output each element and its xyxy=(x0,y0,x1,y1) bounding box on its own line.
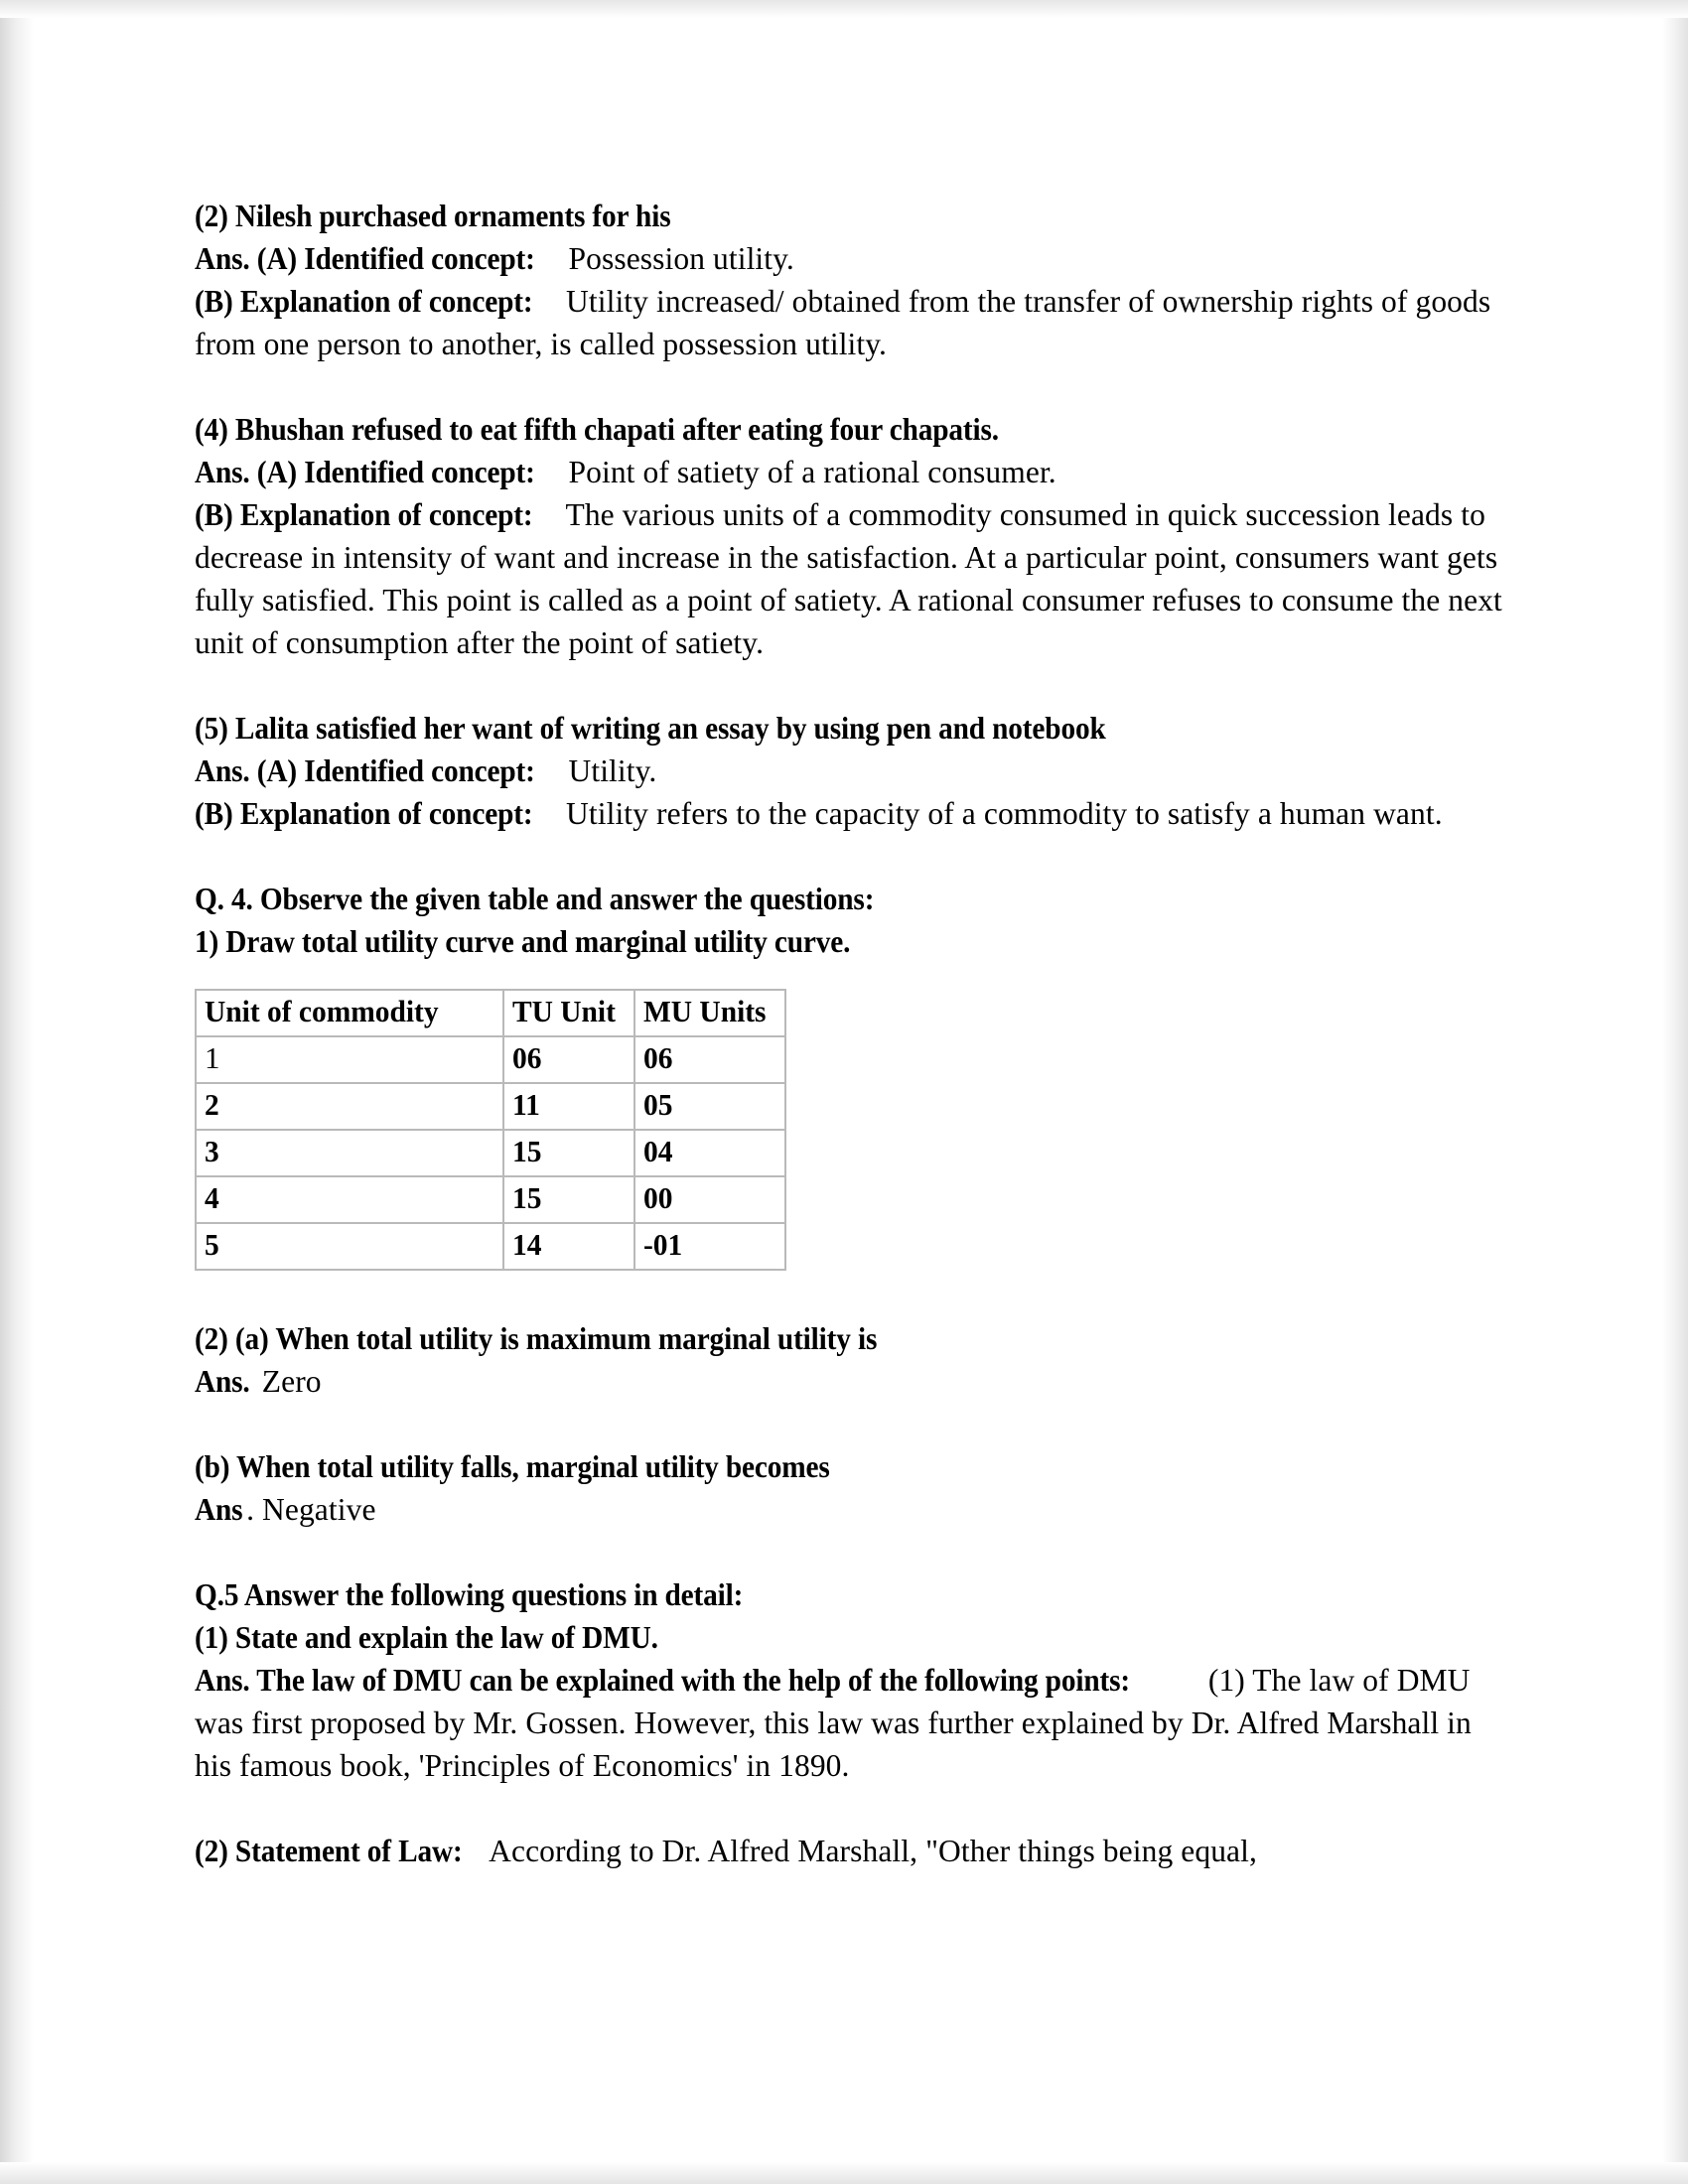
table-row xyxy=(196,1176,785,1223)
answer-line-identified-concept xyxy=(195,237,1503,280)
cell-tu: 11 xyxy=(503,1083,634,1130)
question-5-heading-text: Q.5 Answer the following questions in detail: xyxy=(195,1577,744,1612)
sub-question-heading xyxy=(195,1317,1503,1360)
section-heading xyxy=(195,707,1503,750)
question-5-subheading-text: (1) State and explain the law of DMU. xyxy=(195,1620,658,1655)
answer-text: Zero xyxy=(253,1364,322,1399)
section-heading xyxy=(195,195,1503,237)
page-edge-bottom-shadow xyxy=(0,2162,1688,2184)
cell-mu: 00 xyxy=(634,1176,785,1223)
page-edge-top-shadow xyxy=(0,0,1688,18)
question-5-answer xyxy=(195,1659,1503,1787)
section-q2-nilesh xyxy=(195,195,1503,365)
sub-question-heading-text: (b) When total utility falls, marginal utility becomes xyxy=(195,1449,830,1484)
answer-line-explanation xyxy=(195,280,1503,365)
page-edge-left-shadow xyxy=(0,0,34,2184)
cell-tu: 06 xyxy=(503,1036,634,1083)
answer-label: (B) Explanation of concept: xyxy=(195,796,533,831)
question-5-heading xyxy=(195,1573,1503,1616)
question-4-heading-text: Q. 4. Observe the given table and answer the questions: xyxy=(195,882,875,916)
table-header-unit-of-commodity: Unit of commodity xyxy=(196,990,503,1036)
cell-mu: 04 xyxy=(634,1130,785,1176)
section-heading-text: (4) Bhushan refused to eat fifth chapati after eating four chapatis. xyxy=(195,412,999,447)
table-header-row xyxy=(196,990,785,1036)
sub-question-heading-text: (2) (a) When total utility is maximum marginal utility is xyxy=(195,1321,878,1356)
answer-label: Ans xyxy=(195,1492,243,1527)
spacer xyxy=(195,1275,1503,1317)
page-edge-right-shadow xyxy=(1662,0,1688,2184)
cell-tu: 15 xyxy=(503,1130,634,1176)
statement-of-law-line xyxy=(195,1830,1503,1872)
section-q5-lalita xyxy=(195,707,1503,835)
answer-text: (1) The law of DMU was first proposed by Mr. Gossen. However, this law was further explained by Dr. Alfred Marshall in his famous book, 'Principles of Economics' in 1890. xyxy=(195,1663,1472,1783)
statement-text: According to Dr. Alfred Marshall, "Other things being equal, xyxy=(482,1834,1257,1868)
cell-mu: 06 xyxy=(634,1036,785,1083)
cell-unit: 5 xyxy=(196,1223,503,1270)
answer-text: Utility. xyxy=(560,753,657,788)
table-row xyxy=(196,1130,785,1176)
section-question-5 xyxy=(195,1573,1503,1787)
table-header-tu-unit: TU Unit xyxy=(503,990,634,1036)
section-heading-text: (5) Lalita satisfied her want of writing an essay by using pen and notebook xyxy=(195,711,1106,746)
table-row xyxy=(196,1036,785,1083)
cell-mu: 05 xyxy=(634,1083,785,1130)
answer-text: Possession utility. xyxy=(560,241,794,276)
spacer xyxy=(195,835,1503,878)
cell-mu: -01 xyxy=(634,1223,785,1270)
answer-text: Utility increased/ obtained from the transfer of ownership rights of goods from one person to another, is called possession utility. xyxy=(195,284,1491,361)
table-row xyxy=(196,1083,785,1130)
answer-text: Utility refers to the capacity of a commodity to satisfy a human want. xyxy=(558,796,1443,831)
question-4-subheading xyxy=(195,920,1503,963)
spacer xyxy=(195,1531,1503,1573)
cell-tu: 14 xyxy=(503,1223,634,1270)
statement-label: (2) Statement of Law: xyxy=(195,1834,463,1868)
table-header-mu-units: MU Units xyxy=(634,990,785,1036)
answer-label: (B) Explanation of concept: xyxy=(195,284,533,319)
answer-line-explanation xyxy=(195,792,1503,835)
spacer xyxy=(195,365,1503,408)
cell-tu: 15 xyxy=(503,1176,634,1223)
answer-label: Ans. The law of DMU can be explained with the help of the following points: xyxy=(195,1663,1130,1698)
question-4-subheading-text: 1) Draw total utility curve and marginal utility curve. xyxy=(195,924,851,959)
answer-label: Ans. (A) Identified concept: xyxy=(195,455,535,489)
section-q4-sub-b xyxy=(195,1445,1503,1531)
cell-unit: 2 xyxy=(196,1083,503,1130)
cell-unit: 3 xyxy=(196,1130,503,1176)
section-question-4 xyxy=(195,878,1503,963)
utility-schedule-table xyxy=(195,989,786,1271)
answer-text: . Negative xyxy=(246,1492,376,1527)
section-q4-sub-a xyxy=(195,1317,1503,1403)
sub-question-answer xyxy=(195,1488,1503,1531)
answer-text: Point of satiety of a rational consumer. xyxy=(560,455,1056,489)
answer-line-identified-concept xyxy=(195,750,1503,792)
answer-text: The various units of a commodity consumed in quick succession leads to decrease in intensity of want and increase in the satisfaction. At a particular point, consumers want gets fully satisfied. This point is called as a point of satiety. A rational consumer refuses to consume the next unit of consumption after the point of satiety. xyxy=(195,497,1502,660)
document-body xyxy=(195,195,1503,1872)
spacer xyxy=(195,1787,1503,1830)
cell-unit: 1 xyxy=(196,1036,503,1083)
answer-label: (B) Explanation of concept: xyxy=(195,497,533,532)
sub-question-heading xyxy=(195,1445,1503,1488)
question-4-heading xyxy=(195,878,1503,920)
spacer xyxy=(195,664,1503,707)
answer-line-identified-concept xyxy=(195,451,1503,493)
sub-question-answer xyxy=(195,1360,1503,1403)
utility-table-wrapper xyxy=(195,963,1503,1275)
section-heading xyxy=(195,408,1503,451)
answer-label: Ans. xyxy=(195,1364,250,1399)
section-q4-bhushan xyxy=(195,408,1503,664)
table-row xyxy=(196,1223,785,1270)
question-5-subheading xyxy=(195,1616,1503,1659)
answer-label: Ans. (A) Identified concept: xyxy=(195,753,535,788)
section-heading-text: (2) Nilesh purchased ornaments for his xyxy=(195,199,671,233)
answer-label: Ans. (A) Identified concept: xyxy=(195,241,535,276)
spacer xyxy=(195,1403,1503,1445)
section-statement-of-law xyxy=(195,1830,1503,1872)
cell-unit: 4 xyxy=(196,1176,503,1223)
answer-line-explanation xyxy=(195,493,1503,664)
